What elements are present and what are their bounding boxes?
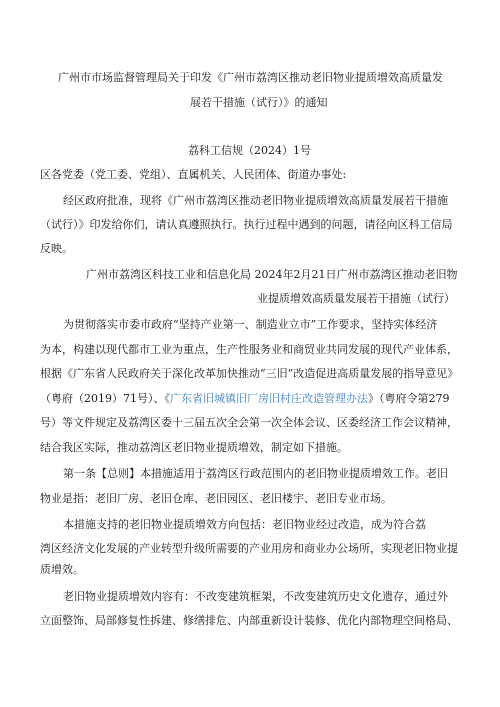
para3-line-1: 老旧物业提质增效内容有：不改变建筑框架，不改变建筑历史文化遗存，通过外: [63, 590, 448, 603]
article1-line-1: 第一条【总则】本措施适用于荔湾区行政范围内的老旧物业提质增效工作。老旧: [63, 467, 448, 480]
para2-line-2: 湾区经济文化发展的产业转型升级所需要的产业用房和商业办公场所，实现老旧物业提: [40, 542, 458, 555]
intro-line-1: 经区政府批准，现将《广州市荔湾区推动老旧物业提质增效高质量发展若干措施: [63, 194, 448, 207]
document-number: 荔科工信规（2024）1号: [188, 144, 311, 157]
article1-line-2: 物业是指：老旧厂房、老旧仓库、老旧园区、老旧楼宇、老旧专业市场。: [40, 492, 392, 505]
signature-line-1: 广州市荔湾区科技工业和信息化局 2024年2月21日广州市荔湾区推动老旧物: [86, 268, 458, 281]
para2-line-3: 质增效。: [40, 563, 84, 576]
notice-title-line-1: 广州市市场监督管理局关于印发《广州市荔湾区推动老旧物业提质增效高质量发: [58, 71, 443, 84]
para1-line-4-end: 》（粤府令第279: [368, 392, 450, 405]
signature-line-2: 业提质增效高质量发展若干措施（试行）: [257, 292, 455, 305]
notice-title-line-2: 展若干措施（试行）》的通知: [190, 96, 328, 109]
intro-line-3: 反映。: [40, 242, 73, 255]
para3-line-2: 立面整饰、局部修复性拆建、修缮排危、内部重新设计装修、优化内部物理空间格局、: [40, 614, 458, 627]
para1-line-4: [40, 392, 450, 406]
intro-line-2: （试行）》印发给你们，请认真遵照执行。执行过程中遇到的问题，请径向区科工信局: [40, 218, 453, 231]
para1-line-6: 结合我区实际，推动荔湾区老旧物业提质增效，制定如下措施。: [40, 441, 348, 454]
para1-line-2: 为本，构建以现代都市工业为重点，生产性服务业和商贸业共同发展的现代产业体系，: [40, 343, 458, 356]
para1-line-4-start: （粤府（2019）71号）、《: [40, 392, 170, 405]
regulation-link[interactable]: 广东省旧城镇旧厂房旧村庄改造管理办法: [170, 392, 368, 405]
para2-line-1: 本措施支持的老旧物业提质增效方向包括：老旧物业经过改造，成为符合荔: [63, 518, 426, 531]
recipients: 区各党委（党工委、党组）、直属机关、人民团体、街道办事处:: [40, 168, 347, 181]
para1-line-5: 号）等文件规定及荔湾区委十三届五次全会第一次全体会议、区委经济工作会议精神，: [40, 416, 458, 429]
para1-line-1: 为贯彻落实市委市政府“坚持产业第一、制造业立市”工作要求，坚持实体经济: [63, 318, 438, 331]
para1-line-3: 根据《广东省人民政府关于深化改革加快推动“三旧”改造促进高质量发展的指导意见》: [40, 367, 459, 380]
